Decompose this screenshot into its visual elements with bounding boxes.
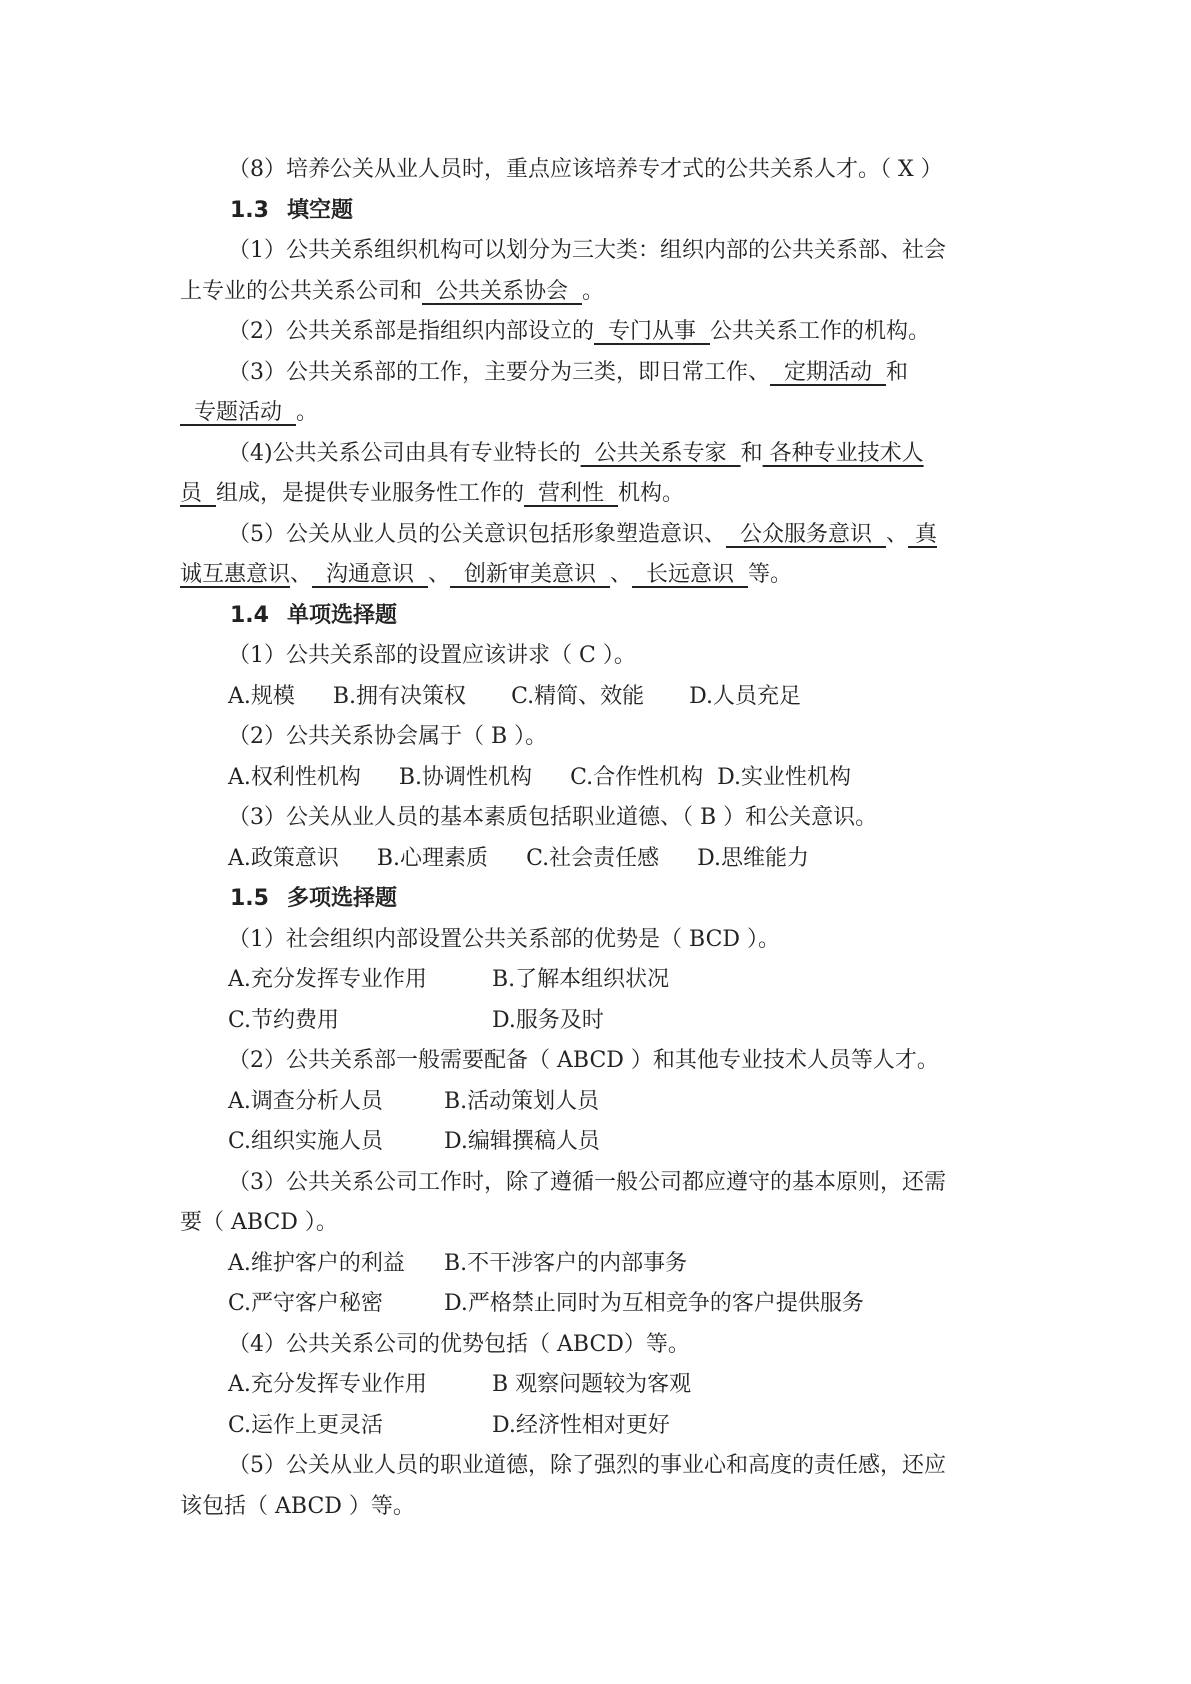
section-number: 1.4 xyxy=(230,602,269,628)
question-text: （4)公共关系公司由具有专业特长的 xyxy=(228,440,581,466)
option: A.充分发挥专业作用 xyxy=(228,1372,427,1397)
option: A.维护客户的利益 xyxy=(228,1250,405,1276)
fill-answer: 营利性 xyxy=(524,481,618,506)
option: C.严守客户秘密 xyxy=(228,1291,384,1316)
option: C.合作性机构 xyxy=(570,764,704,790)
judge-q8: （8）培养公关从业人员时，重点应该培养专才式的公共关系人才。（ X ） xyxy=(228,157,943,182)
fill-answer: 公共关系协会 xyxy=(422,278,582,304)
section-title: 单项选择题 xyxy=(286,602,397,628)
fill-answer: 沟通意识 xyxy=(312,562,429,587)
question-text: 上专业的公共关系公司和 xyxy=(180,278,423,304)
fill-answer: 真 xyxy=(908,521,937,547)
fill-answer: 专题活动 xyxy=(180,400,296,425)
section-title: 多项选择题 xyxy=(286,886,397,911)
fill-answer: 员 xyxy=(180,481,216,506)
multi-q4: （4）公共关系公司的优势包括（ ABCD）等。 xyxy=(228,1331,690,1357)
single-q3: （3）公关从业人员的基本素质包括职业道德、（ B ）和公关意识。 xyxy=(228,805,878,830)
question-text: 公共关系工作的机构。 xyxy=(709,319,930,344)
option: A.调查分析人员 xyxy=(228,1088,383,1114)
multi-q1-options-row2 xyxy=(180,1001,1012,1042)
question-text: （2）公共关系部是指组织内部设立的 xyxy=(228,319,594,344)
single-q2-options xyxy=(180,758,1012,799)
option: C.社会责任感 xyxy=(526,845,660,871)
multi-q3-options-row1 xyxy=(180,1244,1012,1285)
section-number: 1.5 xyxy=(230,886,269,911)
fill-q1-line2 xyxy=(180,272,1012,313)
single-q1-options xyxy=(180,677,1012,718)
fill-answer: 长远意识 xyxy=(632,562,749,587)
option: A.权利性机构 xyxy=(228,764,361,790)
question-text: （5）公关从业人员的公关意识包括形象塑造意识、 xyxy=(228,521,726,547)
option: A.政策意识 xyxy=(228,845,339,871)
multi-q3-options-row2 xyxy=(180,1284,1012,1325)
option: B.了解本组织状况 xyxy=(492,967,670,992)
section-heading-single xyxy=(180,596,1012,637)
option: A.规模 xyxy=(228,683,295,709)
fill-q4-line2 xyxy=(180,474,1012,515)
multi-q2-options-row1 xyxy=(180,1082,1012,1123)
fill-q4-line1 xyxy=(180,434,1012,475)
option: B.活动策划人员 xyxy=(444,1088,600,1114)
option: C.节约费用 xyxy=(228,1007,340,1033)
multi-q2-options-row2 xyxy=(180,1122,1012,1163)
fill-answer: 诚互惠意识 xyxy=(180,562,291,587)
multi-q1: （1）社会组织内部设置公共关系部的优势是（ BCD ）。 xyxy=(228,926,781,952)
question-text: 机构。 xyxy=(618,481,685,506)
single-q1: （1）公共关系部的设置应该讲求（ C ）。 xyxy=(228,643,636,668)
option: D.人员充足 xyxy=(689,683,801,709)
question-text: 组成，是提供专业服务性工作的 xyxy=(216,481,525,506)
section-title: 填空题 xyxy=(286,197,353,223)
fill-answer: 专门从事 xyxy=(594,319,710,344)
multi-q1-options-row1 xyxy=(180,960,1012,1001)
multi-q3-line1: （3）公共关系公司工作时，除了遵循一般公司都应遵守的基本原则，还需 xyxy=(228,1169,946,1195)
question-text: 、 xyxy=(290,562,313,587)
option: D.编辑撰稿人员 xyxy=(444,1129,600,1154)
question-text: 、 xyxy=(428,562,451,587)
option: D.严格禁止同时为互相竞争的客户提供服务 xyxy=(444,1291,864,1316)
multi-q5-line1: （5）公关从业人员的职业道德，除了强烈的事业心和高度的责任感，还应 xyxy=(228,1453,946,1478)
option: B.协调性机构 xyxy=(398,764,533,790)
question-text: 和 xyxy=(885,359,908,385)
single-q2: （2）公共关系协会属于（ B ）。 xyxy=(228,724,548,749)
option: D.实业性机构 xyxy=(717,764,851,790)
fill-answer: 创新审美意识 xyxy=(450,562,611,587)
question-text: 、 xyxy=(610,562,633,587)
multi-q4-options-row1 xyxy=(180,1365,1012,1406)
document-page xyxy=(180,150,1012,1527)
question-text: （3）公共关系部的工作，主要分为三类，即日常工作、 xyxy=(228,359,770,385)
fill-q5-line2 xyxy=(180,555,1012,596)
fill-q5-line1 xyxy=(180,515,1012,556)
multi-q4-options-row2 xyxy=(180,1406,1012,1447)
fill-q2 xyxy=(180,312,1012,353)
option: C.精简、效能 xyxy=(511,683,645,709)
option: A.充分发挥专业作用 xyxy=(228,967,427,992)
fill-q3-line2 xyxy=(180,393,1012,434)
question-text: 。 xyxy=(295,400,318,425)
multi-q3-line2: 要（ ABCD ）。 xyxy=(180,1210,338,1235)
question-text: 和 xyxy=(740,440,763,466)
question-text: 等。 xyxy=(748,562,793,587)
option: C.运作上更灵活 xyxy=(228,1412,384,1438)
fill-q1-line1: （1）公共关系组织机构可以划分为三大类：组织内部的公共关系部、社会 xyxy=(228,238,946,263)
fill-answer: 公共关系专家 xyxy=(580,440,741,466)
option: B.不干涉客户的内部事务 xyxy=(444,1250,688,1276)
option: D.经济性相对更好 xyxy=(492,1412,670,1438)
single-q3-options xyxy=(180,839,1012,880)
multi-q5-line2: 该包括（ ABCD ）等。 xyxy=(180,1493,415,1519)
fill-q3-line1 xyxy=(180,353,1012,394)
section-heading-fill xyxy=(180,191,1012,232)
option: D.思维能力 xyxy=(697,845,809,871)
option: B.拥有决策权 xyxy=(332,683,467,709)
option: B.心理素质 xyxy=(376,845,489,871)
option: B 观察问题较为客观 xyxy=(492,1372,692,1397)
fill-answer: 定期活动 xyxy=(770,359,886,385)
multi-q2: （2）公共关系部一般需要配备（ ABCD ）和其他专业技术人员等人才。 xyxy=(228,1048,939,1073)
question-text: 、 xyxy=(885,521,908,547)
section-number: 1.3 xyxy=(230,197,269,223)
question-text: 。 xyxy=(582,278,605,304)
fill-answer: 公众服务意识 xyxy=(726,521,886,547)
fill-answer: 各种专业技术人 xyxy=(762,440,924,466)
option: D.服务及时 xyxy=(492,1007,604,1033)
section-heading-multi xyxy=(180,879,1012,920)
option: C.组织实施人员 xyxy=(228,1129,384,1154)
